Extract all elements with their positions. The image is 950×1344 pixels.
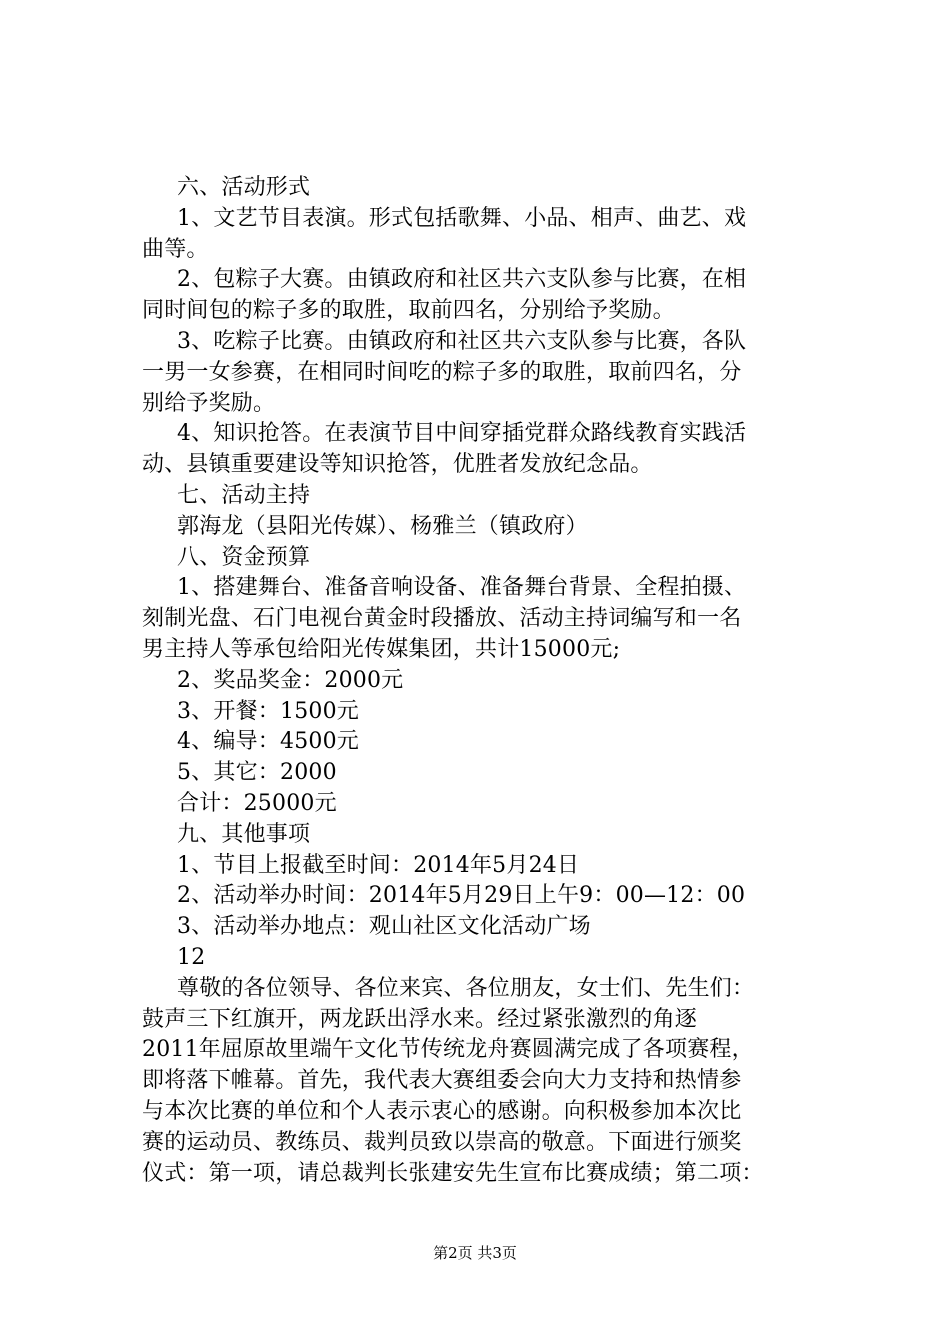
section-heading-activity-format: 六、活动形式 — [177, 175, 311, 200]
paragraph-line: 2011年屈原故里端午文化节传统龙舟赛圆满完成了各项赛程， — [142, 1037, 754, 1063]
budget-item: 4、编导：4500元 — [177, 729, 359, 755]
section-heading-host: 七、活动主持 — [177, 482, 311, 508]
document-body — [142, 173, 832, 1189]
paragraph-line: 2、包粽子大赛。由镇政府和社区共六支队参与比赛，在相 — [177, 267, 747, 293]
paragraph-line: 刻制光盘、石门电视台黄金时段播放、活动主持词编写和一名 — [142, 606, 742, 632]
paragraph-line: 动、县镇重要建设等知识抢答，优胜者发放纪念品。 — [142, 452, 653, 478]
paragraph-line: 1、搭建舞台、准备音响设备、准备舞台背景、全程拍摄、 — [177, 575, 747, 601]
schedule-item: 1、节目上报截至时间：2014年5月24日 — [177, 852, 580, 878]
paragraph-line: 别给予奖励。 — [142, 390, 276, 416]
paragraph-line: 鼓声三下红旗开，两龙跃出浮水来。经过紧张激烈的角逐 — [142, 1006, 698, 1032]
paragraph-line: 1、文艺节目表演。形式包括歌舞、小品、相声、曲艺、戏 — [177, 205, 747, 231]
schedule-item: 2、活动举办时间：2014年5月29日上午9：00—12：00 — [177, 883, 746, 909]
budget-item: 2、奖品奖金：2000元 — [177, 667, 404, 693]
section-heading-other: 九、其他事项 — [177, 821, 311, 847]
paragraph-line: 曲等。 — [142, 236, 209, 262]
paragraph-line: 一男一女参赛，在相同时间吃的粽子多的取胜，取前四名，分 — [142, 359, 742, 385]
paragraph-line: 4、知识抢答。在表演节目中间穿插党群众路线教育实践活 — [177, 421, 747, 447]
schedule-item: 3、活动举办地点：观山社区文化活动广场 — [177, 914, 591, 940]
paragraph-line: 3、吃粽子比赛。由镇政府和社区共六支队参与比赛，各队 — [177, 328, 747, 354]
paragraph-line: 郭海龙（县阳光传媒）、杨雅兰（镇政府） — [177, 513, 588, 539]
section-heading-budget: 八、资金预算 — [177, 544, 311, 570]
budget-total: 合计：25000元 — [177, 790, 337, 816]
paragraph-line: 即将落下帷幕。首先，我代表大赛组委会向大力支持和热情参 — [142, 1068, 742, 1094]
paragraph-line: 12 — [177, 944, 206, 970]
budget-item: 3、开餐：1500元 — [177, 698, 359, 724]
paragraph-line: 与本次比赛的单位和个人表示衷心的感谢。向积极参加本次比 — [142, 1098, 742, 1124]
paragraph-line: 同时间包的粽子多的取胜，取前四名，分别给予奖励。 — [142, 298, 675, 324]
paragraph-line: 尊敬的各位领导、各位来宾、各位朋友，女士们、先生们： — [177, 975, 755, 1001]
paragraph-line: 赛的运动员、教练员、裁判员致以崇高的敬意。下面进行颁奖 — [142, 1129, 742, 1155]
paragraph-line: 仪式：第一项，请总裁判长张建安先生宣布比赛成绩；第二项： — [142, 1160, 764, 1186]
page-number-footer: 第2页 共3页 — [433, 1244, 517, 1262]
budget-item: 5、其它：2000 — [177, 760, 337, 786]
paragraph-line: 男主持人等承包给阳光传媒集团，共计15000元; — [142, 636, 621, 662]
